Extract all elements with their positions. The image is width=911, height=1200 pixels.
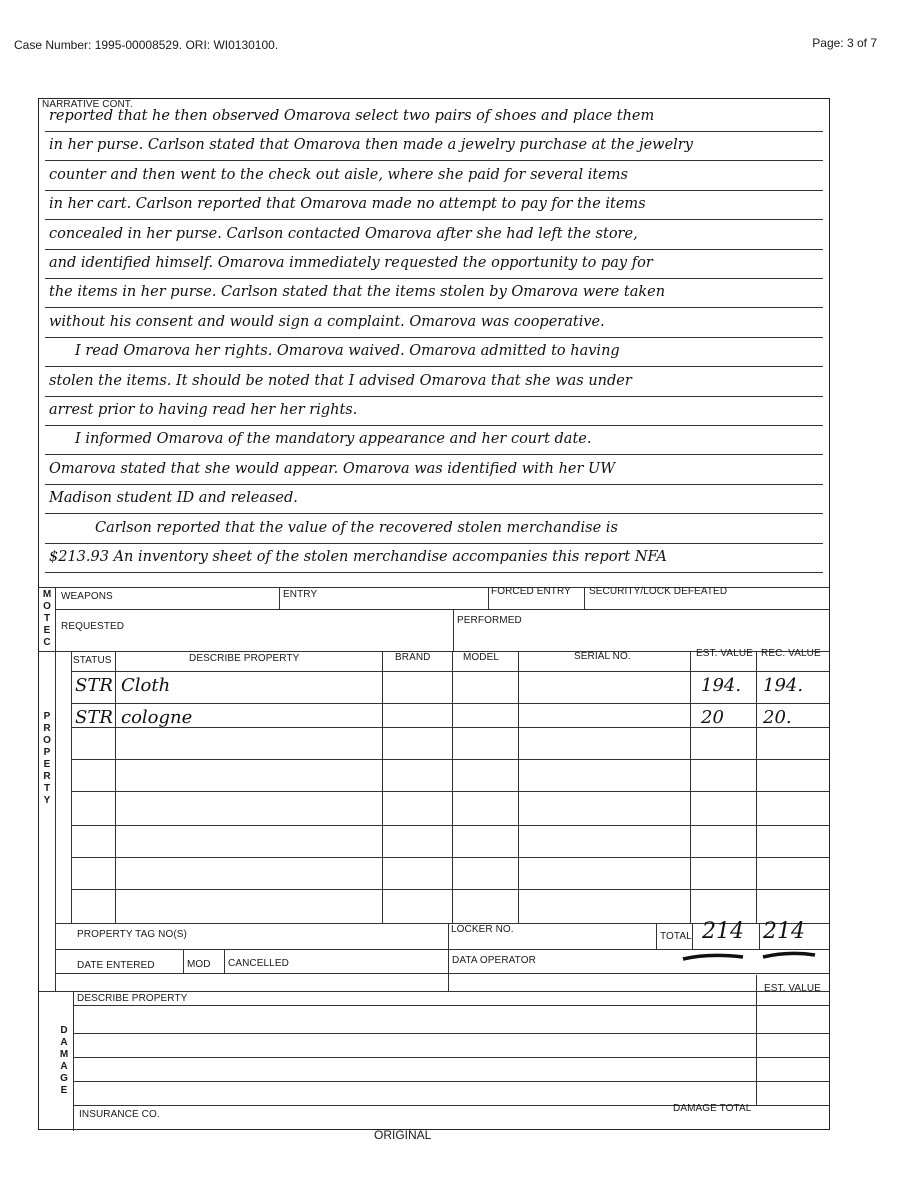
col-rec-value: REC. VALUE: [761, 648, 821, 659]
narrative-line: counter and then went to the check out aisle, where she paid for several items: [49, 166, 628, 183]
motec-side-divider: [55, 587, 56, 651]
narrative-rule: [45, 572, 823, 573]
col-line-4: [518, 651, 519, 923]
damage-est-value-label: EST. VALUE: [764, 983, 821, 994]
total-underline-marks: [679, 947, 819, 967]
col-serial: SERIAL NO.: [574, 651, 631, 662]
narrative-line: the items in her purse. Carlson stated that the items stolen by Omarova were taken: [49, 284, 666, 301]
narrative-rule: [45, 484, 823, 485]
col-model: MODEL: [463, 652, 500, 663]
property-row-rule: [71, 889, 829, 890]
narrative-line: I informed Omarova of the mandatory appearance and her court date.: [75, 431, 592, 448]
page-number: Page: 3 of 7: [812, 36, 877, 50]
narrative-line: and identified himself. Omarova immediately requested the opportunity to pay for: [49, 255, 653, 271]
property-tag-label: PROPERTY TAG NO(S): [77, 929, 187, 940]
narrative-line: concealed in her purse. Carlson contacted Omarova after she had left the store,: [49, 225, 638, 242]
entry-label: ENTRY: [283, 589, 318, 600]
narrative-rule: [45, 278, 823, 279]
narrative-rule: [45, 160, 823, 161]
damage-line-4: [73, 1081, 829, 1082]
narrative-line: in her cart. Carlson reported that Omarova made no attempt to pay for the items: [49, 196, 646, 213]
total-rec-value: 214: [763, 919, 805, 944]
narrative-rule: [45, 307, 823, 308]
narrative-line: in her purse. Carlson stated that Omarova then made a jewelry purchase at the jewelry: [49, 137, 693, 154]
motec-divider-2: [488, 587, 489, 609]
property-status: STR: [75, 675, 113, 696]
narrative-rule: [45, 131, 823, 132]
property-rec-value: 194.: [763, 675, 804, 696]
narrative-rule: [45, 366, 823, 367]
mod-divider: [183, 949, 184, 973]
property-side-label: P R O P E R T Y: [43, 711, 51, 806]
narrative-rule: [45, 543, 823, 544]
property-status: STR: [75, 707, 113, 728]
data-operator-label: DATA OPERATOR: [452, 955, 536, 966]
narrative-line: $213.93 An inventory sheet of the stolen merchandise accompanies this report NFA: [49, 549, 667, 565]
property-row-rule: [71, 825, 829, 826]
narrative-label: NARRATIVE CONT.: [42, 99, 133, 110]
locker-divider: [448, 923, 449, 991]
insurance-label: INSURANCE CO.: [79, 1109, 160, 1120]
motec-divider-1: [279, 587, 280, 609]
total-divider: [656, 923, 657, 949]
narrative-line: reported that he then observed Omarova select two pairs of shoes and place them: [49, 108, 655, 124]
property-row-rule: [71, 703, 829, 704]
narrative-line: Carlson reported that the value of the recovered stolen merchandise is: [95, 519, 618, 536]
damage-side-label: D A M A G E: [59, 1025, 69, 1096]
col-describe: DESCRIBE PROPERTY: [189, 653, 300, 664]
original-stamp: ORIGINAL: [374, 1128, 432, 1142]
narrative-line: Omarova stated that she would appear. Omarova was identified with her UW: [49, 460, 616, 477]
date-row-bottom: [55, 973, 829, 974]
property-est-value: 20: [701, 707, 724, 728]
performed-label: PERFORMED: [457, 615, 522, 626]
col-est-value: EST. VALUE: [696, 648, 753, 659]
col-line-6: [756, 651, 757, 923]
date-entered-label: DATE ENTERED: [77, 960, 155, 971]
narrative-rule: [45, 249, 823, 250]
damage-describe-label: DESCRIBE PROPERTY: [77, 993, 188, 1004]
locker-label: LOCKER NO.: [451, 924, 514, 935]
property-est-value: 194.: [701, 675, 742, 696]
narrative-line: without his consent and would sign a complaint. Omarova was cooperative.: [49, 313, 605, 330]
property-row-rule: [71, 759, 829, 760]
property-rec-value: 20.: [763, 707, 792, 728]
property-describe: Cloth: [121, 675, 171, 696]
total-est-divider: [692, 923, 693, 949]
narrative-line: Madison student ID and released.: [49, 490, 298, 507]
report-form: [38, 98, 830, 1130]
narrative-rule: [45, 513, 823, 514]
weapons-label: WEAPONS: [61, 591, 113, 602]
cancelled-divider: [224, 949, 225, 973]
damage-top-border: [39, 991, 829, 992]
col-brand: BRAND: [395, 652, 431, 663]
motec-mid-border: [55, 609, 829, 610]
property-side-divider: [55, 651, 56, 991]
total-est-value: 214: [702, 919, 744, 944]
narrative-rule: [45, 425, 823, 426]
col-status: STATUS: [73, 655, 112, 666]
narrative-line: arrest prior to having read her her rights.: [49, 402, 358, 418]
cancelled-label: CANCELLED: [228, 958, 289, 969]
damage-value-divider: [756, 975, 757, 1105]
motec-side-label: M O T E C: [42, 589, 52, 648]
damage-side-divider: [73, 991, 74, 1131]
col-line-5: [690, 651, 691, 923]
damage-line-2: [73, 1033, 829, 1034]
col-line-3: [452, 651, 453, 923]
narrative-rule: [45, 337, 823, 338]
narrative-line: stolen the items. It should be noted that I advised Omarova that she was under: [49, 372, 632, 389]
damage-line-1: [73, 1005, 829, 1006]
narrative-rule: [45, 454, 823, 455]
damage-total-label: DAMAGE TOTAL: [673, 1103, 752, 1114]
total-label: TOTAL: [660, 931, 692, 942]
col-line-0: [71, 651, 72, 923]
narrative-rule: [45, 219, 823, 220]
narrative-rule: [45, 190, 823, 191]
forced-entry-label: FORCED ENTRY: [491, 586, 571, 597]
narrative-rule: [45, 396, 823, 397]
narrative-line: I read Omarova her rights. Omarova waived. Omarova admitted to having: [75, 343, 620, 360]
property-row-rule: [71, 857, 829, 858]
motec-divider-4: [453, 609, 454, 651]
motec-divider-3: [584, 587, 585, 609]
mod-label: MOD: [187, 959, 211, 970]
col-line-2: [382, 651, 383, 923]
total-rec-divider: [759, 923, 760, 949]
requested-label: REQUESTED: [61, 621, 125, 632]
col-line-1: [115, 651, 116, 923]
damage-line-3: [73, 1057, 829, 1058]
property-row-rule: [71, 671, 829, 672]
property-describe: cologne: [121, 707, 193, 728]
case-number: Case Number: 1995-00008529. ORI: WI0130100.: [14, 38, 279, 52]
security-lock-label: SECURITY/LOCK DEFEATED: [589, 586, 728, 597]
property-row-rule: [71, 791, 829, 792]
